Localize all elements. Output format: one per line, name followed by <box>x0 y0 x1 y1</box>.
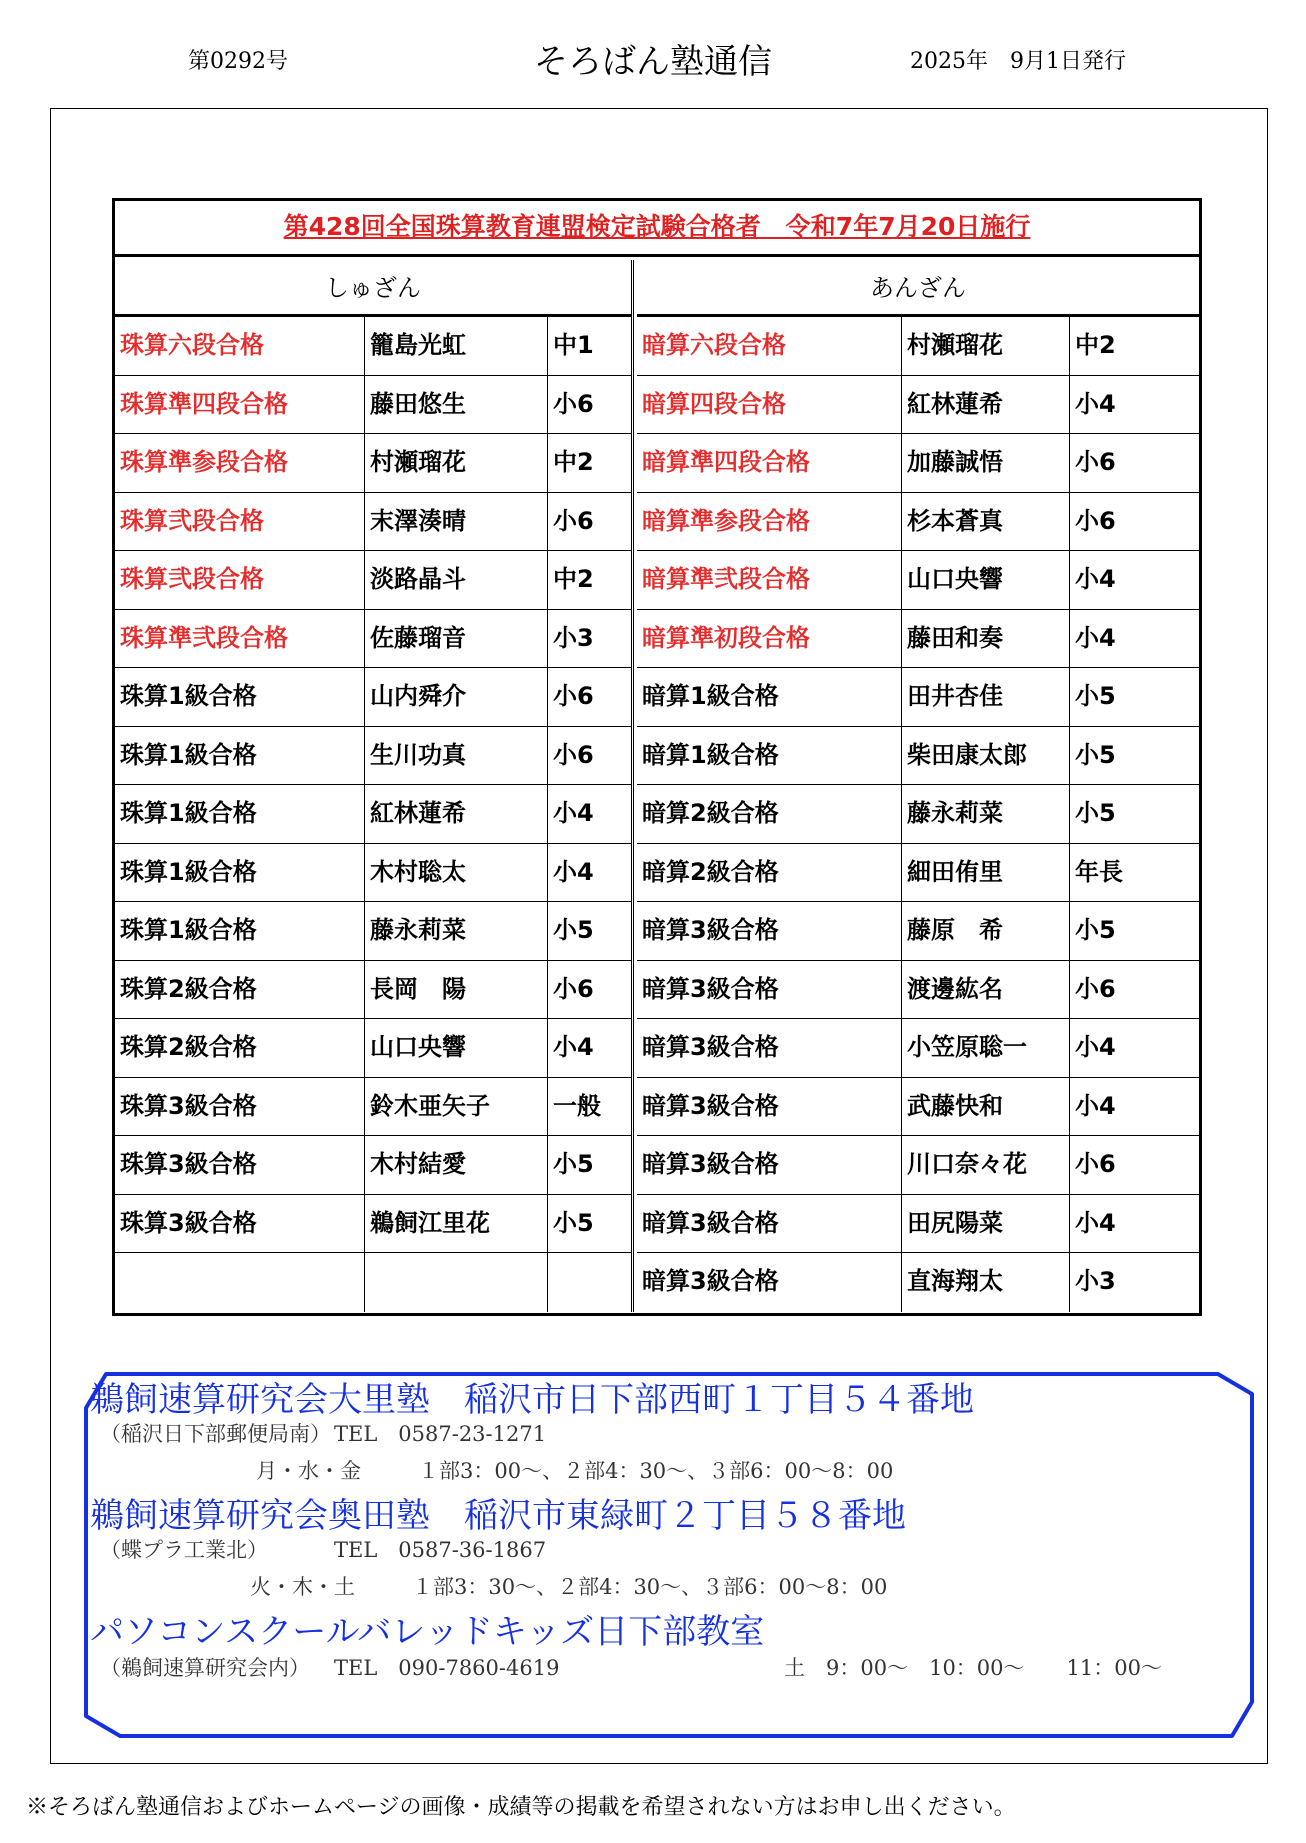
anzan-school-cell: 小4 <box>1075 623 1116 652</box>
school1-times: １部3：00～、２部4：30～、３部6：00～8：00 <box>418 1459 894 1483</box>
privacy-notice: ※そろばん塾通信およびホームページの画像・成績等の掲載を希望されない方はお申し出ください。 <box>26 1795 1016 1820</box>
shuzan-school-cell: 小4 <box>553 1033 594 1061</box>
shuzan-school-cell: 一般 <box>553 1091 601 1120</box>
shuzan-grade-cell: 珠算2級合格 <box>115 1019 365 1077</box>
shuzan-school-cell <box>548 1253 631 1312</box>
anzan-row <box>637 551 1199 610</box>
results-table <box>112 198 1202 1316</box>
anzan-name-cell: 田井杏佳 <box>902 668 1070 726</box>
anzan-grade-cell: 暗算準参段合格 <box>637 493 902 551</box>
anzan-grade-cell: 暗算準弐段合格 <box>637 551 902 609</box>
shuzan-row <box>115 1253 631 1312</box>
anzan-grade-cell: 暗算準初段合格 <box>637 610 902 668</box>
shuzan-row <box>115 610 631 669</box>
anzan-row <box>637 493 1199 552</box>
anzan-school-cell: 小5 <box>1075 740 1116 769</box>
shuzan-row <box>115 376 631 435</box>
anzan-grade-cell: 暗算1級合格 <box>637 668 902 726</box>
shuzan-row <box>115 317 631 376</box>
anzan-row <box>637 844 1199 903</box>
school3-times: 土 9：00～ 10：00～ 11：00～ <box>784 1656 1162 1680</box>
shuzan-row <box>115 493 631 552</box>
shuzan-school-cell: 小6 <box>553 389 594 418</box>
shuzan-row <box>115 1136 631 1195</box>
anzan-name-cell: 藤田和奏 <box>902 610 1070 668</box>
anzan-school-cell: 中2 <box>1075 331 1116 359</box>
anzan-row <box>637 668 1199 727</box>
school1-days: 月・水・金 <box>256 1459 361 1483</box>
anzan-row <box>637 434 1199 493</box>
anzan-grade-cell: 暗算3級合格 <box>637 1253 902 1312</box>
anzan-school-cell: 小4 <box>1075 389 1116 418</box>
school2-name: 鵜飼速算研究会奥田塾 <box>90 1496 430 1536</box>
anzan-grade-cell: 暗算3級合格 <box>637 902 902 960</box>
anzan-row <box>637 317 1199 376</box>
school1-landmark: （稲沢日下部郵便局南） <box>100 1422 331 1446</box>
shuzan-school-cell: 小4 <box>553 857 594 886</box>
anzan-heading: あんざん <box>637 260 1199 317</box>
shuzan-school-cell: 小6 <box>553 740 594 769</box>
school3-name: パソコンスクールバレッドキッズ日下部教室 <box>90 1612 765 1652</box>
anzan-name-cell: 藤原 希 <box>902 902 1070 960</box>
shuzan-row <box>115 727 631 786</box>
anzan-name-cell: 武藤快和 <box>902 1078 1070 1136</box>
shuzan-row <box>115 1195 631 1254</box>
anzan-school-cell: 小4 <box>1075 1208 1116 1237</box>
anzan-grade-cell: 暗算準四段合格 <box>637 434 902 492</box>
shuzan-name-cell: 鵜飼江里花 <box>365 1195 548 1253</box>
shuzan-grade-cell: 珠算弐段合格 <box>115 551 365 609</box>
shuzan-school-cell: 小6 <box>553 974 594 1003</box>
anzan-school-cell: 小6 <box>1075 448 1116 476</box>
shuzan-name-cell: 生川功真 <box>365 727 548 785</box>
shuzan-grade-cell: 珠算1級合格 <box>115 785 365 843</box>
school2-tel: TEL 0587-36-1867 <box>334 1538 547 1562</box>
shuzan-row <box>115 961 631 1020</box>
anzan-name-cell: 紅林蓮希 <box>902 376 1070 434</box>
school2-address: 稲沢市東緑町２丁目５８番地 <box>464 1496 906 1536</box>
anzan-school-cell: 小4 <box>1075 565 1116 593</box>
anzan-name-cell: 杉本蒼真 <box>902 493 1070 551</box>
newsletter-title: そろばん塾通信 <box>534 42 772 82</box>
anzan-row <box>637 610 1199 669</box>
shuzan-name-cell: 藤田悠生 <box>365 376 548 434</box>
shuzan-school-cell: 小5 <box>553 1150 594 1178</box>
shuzan-grade-cell: 珠算準参段合格 <box>115 434 365 492</box>
school2-times: １部3：30～、２部4：30～、３部6：00～8：00 <box>412 1575 888 1599</box>
shuzan-grade-cell: 珠算弐段合格 <box>115 493 365 551</box>
anzan-name-cell: 柴田康太郎 <box>902 727 1070 785</box>
shuzan-rows <box>115 317 631 1312</box>
shuzan-grade-cell: 珠算1級合格 <box>115 844 365 902</box>
shuzan-row <box>115 1078 631 1137</box>
shuzan-school-cell: 小6 <box>553 506 594 535</box>
shuzan-row <box>115 785 631 844</box>
anzan-school-cell: 小4 <box>1075 1033 1116 1061</box>
shuzan-name-cell: 山内舜介 <box>365 668 548 726</box>
anzan-grade-cell: 暗算3級合格 <box>637 1019 902 1077</box>
shuzan-grade-cell: 珠算1級合格 <box>115 668 365 726</box>
shuzan-grade-cell: 珠算準弐段合格 <box>115 610 365 668</box>
shuzan-name-cell: 末澤湊晴 <box>365 493 548 551</box>
shuzan-grade-cell: 珠算六段合格 <box>115 317 365 375</box>
shuzan-name-cell: 淡路晶斗 <box>365 551 548 609</box>
anzan-name-cell: 直海翔太 <box>902 1253 1070 1312</box>
anzan-row <box>637 1195 1199 1254</box>
anzan-school-cell: 小6 <box>1075 974 1116 1003</box>
shuzan-row <box>115 434 631 493</box>
anzan-grade-cell: 暗算六段合格 <box>637 317 902 375</box>
anzan-row <box>637 785 1199 844</box>
shuzan-school-cell: 中2 <box>553 448 594 476</box>
anzan-school-cell: 小5 <box>1075 682 1116 710</box>
anzan-grade-cell: 暗算3級合格 <box>637 1195 902 1253</box>
anzan-name-cell: 加藤誠悟 <box>902 434 1070 492</box>
anzan-grade-cell: 暗算3級合格 <box>637 1078 902 1136</box>
shuzan-name-cell: 木村聡太 <box>365 844 548 902</box>
shuzan-grade-cell: 珠算3級合格 <box>115 1136 365 1194</box>
anzan-row <box>637 727 1199 786</box>
shuzan-name-cell: 佐藤瑠音 <box>365 610 548 668</box>
shuzan-school-cell: 小6 <box>553 682 594 710</box>
anzan-name-cell: 川口奈々花 <box>902 1136 1070 1194</box>
school1-tel: TEL 0587-23-1271 <box>334 1422 547 1446</box>
shuzan-row <box>115 668 631 727</box>
anzan-name-cell: 藤永莉菜 <box>902 785 1070 843</box>
shuzan-heading: しゅざん <box>115 260 631 317</box>
anzan-grade-cell: 暗算四段合格 <box>637 376 902 434</box>
anzan-row <box>637 1253 1199 1312</box>
anzan-column <box>637 260 1199 1312</box>
anzan-grade-cell: 暗算3級合格 <box>637 961 902 1019</box>
school2-days: 火・木・土 <box>250 1575 355 1599</box>
shuzan-name-cell: 村瀬瑠花 <box>365 434 548 492</box>
shuzan-grade-cell: 珠算1級合格 <box>115 902 365 960</box>
anzan-row <box>637 961 1199 1020</box>
anzan-name-cell: 山口央響 <box>902 551 1070 609</box>
shuzan-name-cell: 長岡 陽 <box>365 961 548 1019</box>
issue-number: 第0292号 <box>188 49 288 74</box>
anzan-school-cell: 小5 <box>1075 799 1116 827</box>
shuzan-school-cell: 中1 <box>553 331 594 359</box>
anzan-grade-cell: 暗算3級合格 <box>637 1136 902 1194</box>
anzan-school-cell: 年長 <box>1075 857 1123 886</box>
shuzan-row <box>115 1019 631 1078</box>
shuzan-school-cell: 小3 <box>553 623 594 652</box>
anzan-name-cell: 小笠原聡一 <box>902 1019 1070 1077</box>
anzan-row <box>637 902 1199 961</box>
school3-landmark: （鵜飼速算研究会内） <box>100 1656 310 1680</box>
shuzan-name-cell: 鈴木亜矢子 <box>365 1078 548 1136</box>
shuzan-school-cell: 小4 <box>553 799 594 827</box>
anzan-row <box>637 1019 1199 1078</box>
shuzan-row <box>115 551 631 610</box>
shuzan-grade-cell: 珠算2級合格 <box>115 961 365 1019</box>
shuzan-school-cell: 小5 <box>553 1208 594 1237</box>
school3-tel: TEL 090-7860-4619 <box>334 1656 560 1680</box>
shuzan-row <box>115 844 631 903</box>
shuzan-school-cell: 小5 <box>553 916 594 944</box>
anzan-row <box>637 1078 1199 1137</box>
shuzan-grade-cell <box>115 1253 365 1312</box>
anzan-name-cell: 細田侑里 <box>902 844 1070 902</box>
shuzan-column <box>115 260 634 1312</box>
school1-name: 鵜飼速算研究会大里塾 <box>90 1380 430 1420</box>
shuzan-row <box>115 902 631 961</box>
school1-address: 稲沢市日下部西町１丁目５４番地 <box>464 1380 974 1420</box>
anzan-grade-cell: 暗算1級合格 <box>637 727 902 785</box>
anzan-grade-cell: 暗算2級合格 <box>637 844 902 902</box>
anzan-school-cell: 小5 <box>1075 916 1116 944</box>
shuzan-grade-cell: 珠算3級合格 <box>115 1078 365 1136</box>
shuzan-name-cell: 山口央響 <box>365 1019 548 1077</box>
shuzan-grade-cell: 珠算準四段合格 <box>115 376 365 434</box>
shuzan-grade-cell: 珠算1級合格 <box>115 727 365 785</box>
shuzan-name-cell: 藤永莉菜 <box>365 902 548 960</box>
anzan-school-cell: 小3 <box>1075 1267 1116 1295</box>
shuzan-name-cell <box>365 1253 548 1312</box>
school-info-box <box>78 1366 1260 1744</box>
anzan-row <box>637 1136 1199 1195</box>
anzan-row <box>637 376 1199 435</box>
anzan-name-cell: 田尻陽菜 <box>902 1195 1070 1253</box>
anzan-name-cell: 渡邊紘名 <box>902 961 1070 1019</box>
anzan-name-cell: 村瀬瑠花 <box>902 317 1070 375</box>
anzan-rows <box>637 317 1199 1312</box>
issue-date: 2025年 9月1日発行 <box>910 49 1126 74</box>
shuzan-school-cell: 中2 <box>553 565 594 593</box>
shuzan-name-cell: 紅林蓮希 <box>365 785 548 843</box>
shuzan-name-cell: 籠島光虹 <box>365 317 548 375</box>
results-table-title: 第428回全国珠算教育連盟検定試験合格者 令和7年7月20日施行 <box>115 201 1199 257</box>
anzan-school-cell: 小6 <box>1075 506 1116 535</box>
shuzan-name-cell: 木村結愛 <box>365 1136 548 1194</box>
anzan-school-cell: 小6 <box>1075 1150 1116 1178</box>
school2-landmark: （蝶プラ工業北） <box>100 1538 268 1562</box>
shuzan-grade-cell: 珠算3級合格 <box>115 1195 365 1253</box>
anzan-grade-cell: 暗算2級合格 <box>637 785 902 843</box>
anzan-school-cell: 小4 <box>1075 1091 1116 1120</box>
